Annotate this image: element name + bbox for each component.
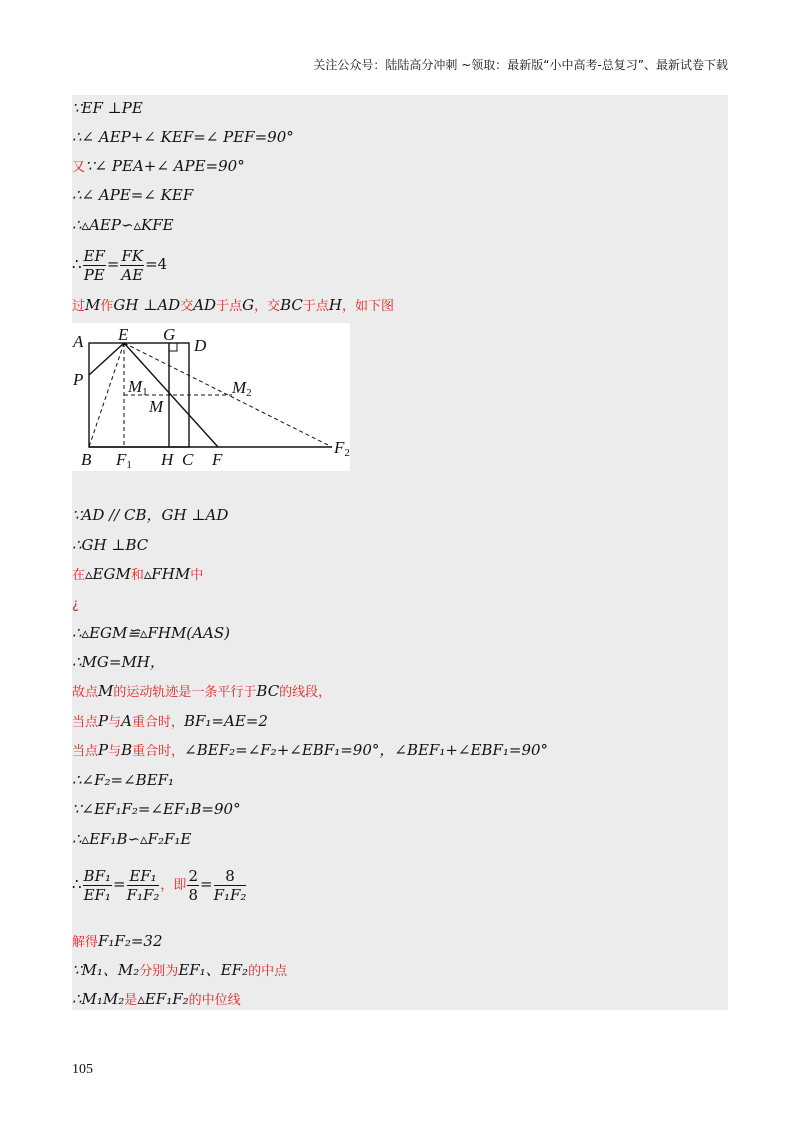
label-A: A bbox=[73, 332, 84, 351]
formula-text: P bbox=[98, 712, 109, 730]
label-M2: M2 bbox=[232, 378, 252, 399]
formula-text: H bbox=[328, 296, 342, 314]
formula-text: M bbox=[85, 296, 101, 314]
step-line: ∵EF ⊥PE bbox=[72, 99, 143, 117]
numerator: BF₁ bbox=[83, 866, 111, 885]
step-line bbox=[72, 989, 241, 1011]
formula-text: GH ⊥AD bbox=[113, 296, 181, 314]
formula-text: P bbox=[98, 741, 109, 759]
note-text: 交 bbox=[180, 299, 194, 314]
fraction bbox=[127, 867, 160, 904]
numerator: 2 bbox=[188, 866, 198, 885]
formula-text: A bbox=[121, 712, 132, 730]
formula-text: ▵FHM bbox=[143, 565, 191, 583]
step-line: ∴GH ⊥BC bbox=[72, 536, 149, 554]
note-text: 的中点 bbox=[248, 964, 288, 979]
denominator: AE bbox=[121, 265, 144, 284]
fraction bbox=[120, 247, 144, 284]
ratio-line: ∴ $\frac{EF}{PE}$ = $\frac{FK}{AE}$ =4 bbox=[72, 246, 168, 284]
denominator: F₁F₂ bbox=[213, 885, 247, 904]
formula-text: BC bbox=[280, 296, 303, 314]
geometry-figure bbox=[72, 323, 350, 471]
step-line: ∴∠F₂=∠BEF₁ bbox=[72, 771, 175, 789]
formula-text: G bbox=[242, 296, 255, 314]
note-text: 重合时， bbox=[131, 715, 184, 730]
step-line bbox=[72, 711, 268, 733]
formula-text: M bbox=[98, 682, 114, 700]
page-header: 关注公众号：陆陆高分冲刺 ~领取：最新版“小中高考-总复习”、最新试卷下载 bbox=[313, 58, 728, 72]
numerator: FK bbox=[121, 246, 144, 265]
step-line bbox=[72, 931, 163, 953]
solution-panel bbox=[72, 95, 728, 1010]
formula-text: AD bbox=[193, 296, 217, 314]
note-text: 与 bbox=[108, 744, 122, 759]
denominator: 8 bbox=[188, 885, 198, 904]
step-line: ∴MG=MH， bbox=[72, 653, 165, 671]
numerator: EF bbox=[83, 246, 105, 265]
note-text: 又 bbox=[72, 160, 86, 175]
step-line bbox=[72, 593, 79, 615]
note-text: 当点 bbox=[72, 744, 99, 759]
step-line: ∴∠ AEP+∠ KEF=∠ PEF=90° bbox=[72, 128, 294, 146]
note-text: ，如下图 bbox=[341, 299, 394, 314]
fraction bbox=[187, 867, 199, 904]
step-line: ∴▵EF₁B∽▵F₂F₁E bbox=[72, 830, 192, 848]
formula-text: ∠BEF₂=∠F₂+∠EBF₁=90°，∠BEF₁+∠EBF₁=90° bbox=[184, 741, 549, 759]
therefore-symbol: ∴ bbox=[72, 875, 82, 893]
formula-text: =4 bbox=[145, 255, 168, 273]
note-text: 和 bbox=[130, 568, 144, 583]
label-C: C bbox=[182, 450, 194, 469]
label-F1: F1 bbox=[116, 450, 132, 471]
step-line bbox=[72, 960, 287, 982]
formula-text: ∴M₁M₂ bbox=[72, 990, 125, 1008]
formula-text: ∵M₁、M₂ bbox=[72, 961, 140, 979]
geometry-diagram bbox=[72, 323, 350, 471]
note-text: ，即 bbox=[160, 878, 187, 893]
formula-text: ∵∠ PEA+∠ APE=90° bbox=[85, 157, 245, 175]
note-text: 的运动轨迹是一条平行于 bbox=[113, 685, 257, 700]
numerator: EF₁ bbox=[127, 867, 160, 886]
therefore-symbol: ∴ bbox=[72, 255, 82, 273]
step-line bbox=[72, 740, 548, 762]
formula-text: BF₁=AE=2 bbox=[183, 712, 268, 730]
formula-text: ▵EGM bbox=[85, 565, 131, 583]
step-line: ∵AD // CB，GH ⊥AD bbox=[72, 506, 229, 524]
formula-text: F₁F₂=32 bbox=[98, 932, 163, 950]
label-G: G bbox=[163, 325, 176, 344]
formula-text: EF₁、EF₂ bbox=[178, 961, 249, 979]
note-text: 与 bbox=[108, 715, 122, 730]
step-line bbox=[72, 156, 245, 178]
note-text: ，交 bbox=[254, 299, 281, 314]
page-number: 105 bbox=[72, 1062, 93, 1077]
fraction bbox=[83, 247, 106, 284]
note-text: 在 bbox=[72, 568, 86, 583]
step-line bbox=[72, 681, 331, 703]
note-text: 的线段， bbox=[279, 685, 332, 700]
note-text: 故点 bbox=[72, 685, 99, 700]
step-line: ∴▵AEP∽▵KFE bbox=[72, 216, 174, 234]
step-line: ∵∠EF₁F₂=∠EF₁B=90° bbox=[72, 800, 241, 818]
step-line: ∴∠ APE=∠ KEF bbox=[72, 186, 194, 204]
note-text: 作 bbox=[100, 299, 114, 314]
label-M1: M1 bbox=[128, 377, 148, 398]
numerator: 8 bbox=[214, 867, 247, 886]
note-text: 分别为 bbox=[139, 964, 179, 979]
label-B: B bbox=[81, 450, 92, 469]
note-text: 过 bbox=[72, 299, 86, 314]
note-text: 当点 bbox=[72, 715, 99, 730]
step-line bbox=[72, 564, 203, 586]
denominator: F₁F₂ bbox=[126, 885, 160, 904]
note-text: 于点 bbox=[302, 299, 329, 314]
fraction bbox=[214, 867, 247, 904]
label-P: P bbox=[73, 370, 84, 389]
label-M: M bbox=[149, 397, 164, 416]
note-text: 的中位线 bbox=[188, 993, 241, 1008]
formula-text: BC bbox=[256, 682, 280, 700]
ratio-line: ∴ $\frac{\text{BF₁}}{\text{EF₁}}$ = $\frac{\text{EF₁}}{\text{F₁F₂}}$ ，即 $\frac{2}{8}$ = $\frac{8}{\text{F₁F₂}}$ bbox=[72, 866, 247, 904]
note-text: ¿ bbox=[72, 597, 79, 612]
note-text: 是 bbox=[124, 993, 138, 1008]
denominator: EF₁ bbox=[83, 885, 111, 904]
label-D: D bbox=[194, 336, 207, 355]
note-text: 于点 bbox=[216, 299, 243, 314]
note-text: 解得 bbox=[72, 935, 99, 950]
formula-text: B bbox=[121, 741, 133, 759]
label-F: F bbox=[212, 450, 223, 469]
label-H: H bbox=[161, 450, 174, 469]
note-text: 中 bbox=[190, 568, 204, 583]
label-F2: F2 bbox=[334, 438, 350, 459]
step-line bbox=[72, 295, 394, 317]
denominator: PE bbox=[83, 265, 105, 284]
formula-text: ▵EF₁F₂ bbox=[137, 990, 189, 1008]
step-line: ∴▵EGM≌▵FHM(AAS) bbox=[72, 624, 230, 642]
note-text: 重合时， bbox=[132, 744, 185, 759]
fraction bbox=[83, 867, 112, 904]
label-E: E bbox=[118, 325, 129, 344]
